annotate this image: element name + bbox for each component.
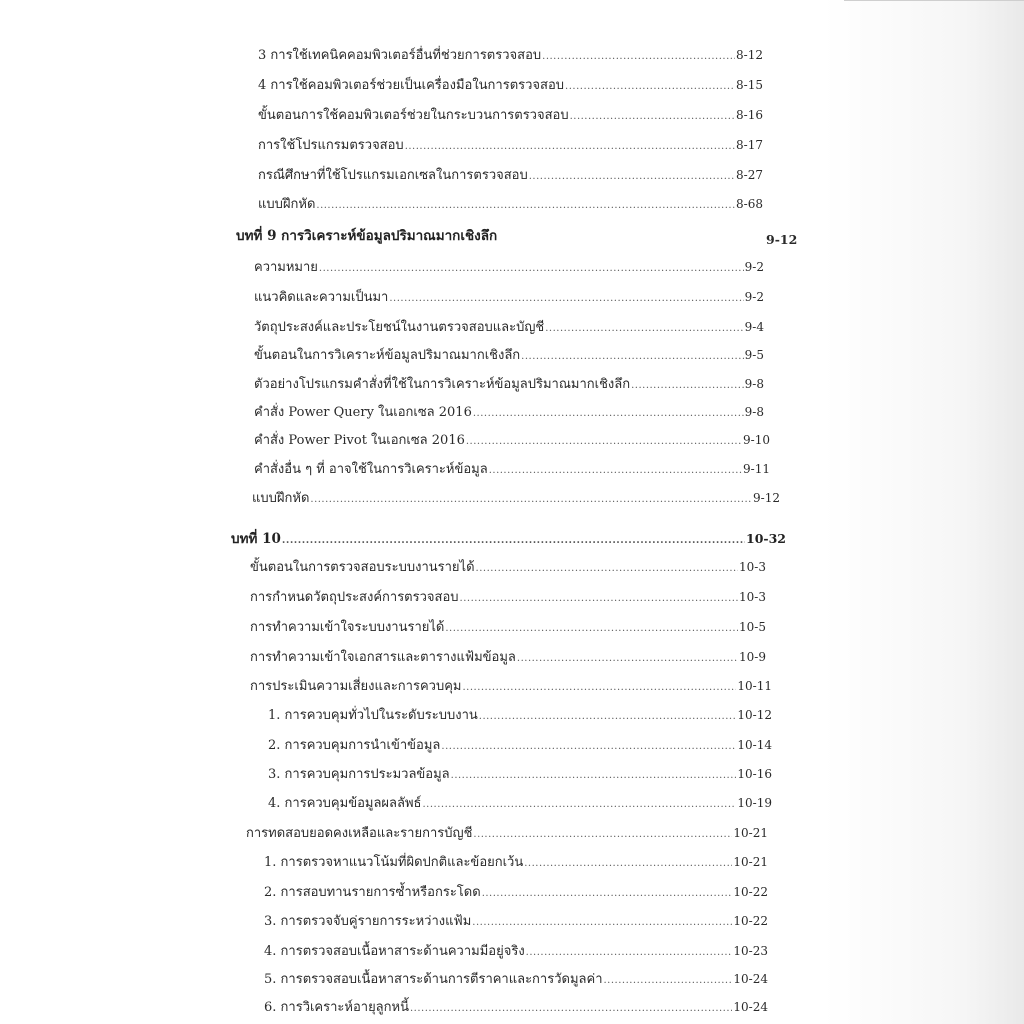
toc-entry-title: 4. การตรวจสอบเนื้อหาสาระด้านความมีอยู่จริง (264, 944, 525, 959)
toc-subentry (264, 881, 768, 902)
toc-entry-title: ขั้นตอนในการตรวจสอบระบบงานรายได้ (250, 560, 475, 575)
toc-entry-title: ขั้นตอนในการวิเคราะห์ข้อมูลปริมาณมากเชิงลึก (254, 348, 521, 363)
toc-entry-page: 9-4 (744, 320, 764, 334)
leader-dots (604, 975, 733, 986)
toc-entry-page: 10-11 (737, 679, 772, 693)
toc-entry-page: 10-24 (733, 1000, 768, 1014)
toc-entry-title: 1. การควบคุมทั่วไปในระดับระบบงาน (268, 708, 478, 723)
toc-entry-title: ความหมาย (254, 260, 318, 275)
leader-dots (524, 858, 732, 869)
toc-entry (250, 616, 766, 637)
toc-entry-page: 8-12 (736, 48, 763, 62)
toc-entry-title: การทดสอบยอดคงเหลือและรายการบัญชี (246, 826, 473, 841)
toc-entry-page: 10-23 (733, 944, 768, 958)
toc-entry-title: 3. การควบคุมการประมวลข้อมูล (268, 767, 450, 782)
toc-entry (254, 373, 764, 394)
chapter-9-page: 9-12 (766, 232, 798, 247)
toc-entry-title: การกำหนดวัตถุประสงค์การตรวจสอบ (250, 590, 459, 605)
toc-entry-page: 8-68 (736, 197, 763, 211)
toc-subentry (268, 763, 772, 784)
toc-entry-page: 10-21 (733, 826, 768, 840)
toc-entry-page: 9-10 (743, 433, 770, 447)
toc-entry-title: 4. การควบคุมข้อมูลผลลัพธ์ (268, 796, 422, 811)
leader-dots (441, 741, 736, 752)
toc-entry-title: ขั้นตอนการใช้คอมพิวเตอร์ช่วยในกระบวนการตรวจสอบ (258, 108, 569, 123)
toc-entry-title: 1. การตรวจหาแนวโน้มที่ผิดปกติและข้อยกเว้น (264, 855, 524, 870)
toc-entry (250, 586, 766, 607)
toc-entry-page: 10-22 (733, 885, 768, 899)
toc-entry-page: 9-8 (744, 405, 764, 419)
toc-subentry (264, 851, 768, 872)
toc-entry-page: 9-2 (744, 260, 764, 274)
toc-entry-page: 10-9 (739, 650, 766, 664)
toc-subentry (264, 968, 768, 989)
leader-dots (521, 351, 744, 362)
toc-entry (258, 44, 763, 65)
toc-entry-page: 9-11 (743, 462, 770, 476)
toc-entry-title: วัตถุประสงค์และประโยชน์ในงานตรวจสอบและบัญชี (254, 320, 545, 335)
toc-entry-title: แนวคิดและความเป็นมา (254, 290, 389, 305)
toc-entry (258, 74, 763, 95)
toc-entry-title: การทำความเข้าใจเอกสารและตารางแฟ้มข้อมูล (250, 650, 516, 665)
toc-entry (250, 556, 766, 577)
leader-dots (479, 711, 737, 722)
toc-entry (258, 193, 763, 214)
toc-entry-page: 10-22 (733, 914, 768, 928)
toc-entry-page: 9-2 (744, 290, 764, 304)
toc-entry-page: 10-16 (737, 767, 772, 781)
toc-entry (254, 344, 764, 365)
toc-entry-page: 10-21 (733, 855, 768, 869)
toc-entry-page: 10-24 (733, 972, 768, 986)
toc-entry (254, 316, 764, 337)
toc-entry-title: การประเมินความเสี่ยงและการควบคุม (250, 679, 462, 694)
leader-dots (476, 563, 739, 574)
leader-dots (389, 293, 743, 304)
leader-dots (319, 263, 744, 274)
toc-subentry (268, 734, 772, 755)
toc-entry-title: 2. การสอบทานรายการซ้ำหรือกระโดด (264, 885, 481, 900)
leader-dots (489, 465, 742, 476)
leader-dots (460, 593, 739, 604)
toc-entry-page: 8-17 (736, 138, 763, 152)
toc-entry-page: 8-16 (736, 108, 763, 122)
toc-subentry (264, 996, 768, 1017)
leader-dots (526, 947, 733, 958)
toc-entry-title: แบบฝึกหัด (252, 491, 310, 506)
toc-entry-title: 4 การใช้คอมพิวเตอร์ช่วยเป็นเครื่องมือในการตรวจสอบ (258, 78, 565, 93)
chapter-title: บทที่ 10 (231, 531, 281, 547)
toc-subentry (264, 910, 768, 931)
toc-entry-title: คำสั่ง Power Query ในเอกเซล 2016 (254, 405, 472, 420)
toc-entry (254, 429, 770, 450)
toc-entry-page: 8-15 (736, 78, 763, 92)
toc-entry-page: 8-27 (736, 168, 763, 182)
toc-entry (254, 458, 770, 479)
leader-dots (451, 770, 737, 781)
chapter-9-heading (236, 224, 497, 246)
leader-dots (472, 917, 732, 928)
leader-dots (570, 111, 735, 122)
leader-dots (405, 141, 735, 152)
leader-dots (445, 623, 738, 634)
toc-entry (252, 487, 780, 508)
toc-entry-page: 10-3 (739, 590, 766, 604)
leader-dots (529, 171, 735, 182)
toc-entry (258, 134, 763, 155)
toc-entry (250, 646, 766, 667)
toc-entry (258, 104, 763, 125)
toc-entry-page: 9-12 (753, 491, 780, 505)
toc-entry (246, 822, 768, 843)
toc-entry-page: 10-5 (739, 620, 766, 634)
leader-dots (410, 1003, 732, 1014)
leader-dots (282, 535, 745, 546)
leader-dots (482, 888, 733, 899)
toc-entry (254, 286, 764, 307)
toc-entry (258, 164, 763, 185)
leader-dots (462, 682, 736, 693)
toc-entry-title: ตัวอย่างโปรแกรมคำสั่งที่ใช้ในการวิเคราะห์ข้อมูลปริมาณมากเชิงลึก (254, 377, 631, 392)
toc-entry-page: 9-5 (744, 348, 764, 362)
toc-subentry (268, 704, 772, 725)
leader-dots (466, 436, 742, 447)
toc-entry-title: แบบฝึกหัด (258, 197, 316, 212)
leader-dots (542, 51, 735, 62)
leader-dots (517, 653, 738, 664)
toc-entry-page: 10-19 (737, 796, 772, 810)
toc-entry-title: 3 การใช้เทคนิคคอมพิวเตอร์อื่นที่ช่วยการตรวจสอบ (258, 48, 542, 63)
toc-entry-title: 2. การควบคุมการนำเข้าข้อมูล (268, 738, 441, 753)
toc-entry-title: คำสั่งอื่น ๆ ที่ อาจใช้ในการวิเคราะห์ข้อมูล (254, 462, 488, 477)
leader-dots (310, 494, 752, 505)
toc-entry-title: 6. การวิเคราะห์อายุลูกหนี้ (264, 1000, 409, 1015)
leader-dots (631, 380, 744, 391)
toc-entry (254, 256, 764, 277)
chapter-10-page: 10-32 (746, 531, 786, 546)
toc-entry-title: การใช้โปรแกรมตรวจสอบ (258, 138, 404, 153)
toc-entry-page: 10-14 (737, 738, 772, 752)
leader-dots (565, 81, 735, 92)
toc-entry-title: 3. การตรวจจับคู่รายการระหว่างแฟ้ม (264, 914, 472, 929)
toc-entry (254, 401, 764, 422)
chapter-10-heading (231, 527, 786, 549)
toc-entry-title: กรณีศึกษาที่ใช้โปรแกรมเอกเซลในการตรวจสอบ (258, 168, 528, 183)
leader-dots (473, 408, 744, 419)
chapter-title: บทที่ 9 การวิเคราะห์ข้อมูลปริมาณมากเชิงลึก (236, 228, 498, 244)
toc-subentry (268, 792, 772, 813)
toc-entry-title: คำสั่ง Power Pivot ในเอกเซล 2016 (254, 433, 465, 448)
toc-entry-page: 10-3 (739, 560, 766, 574)
toc-entry (250, 675, 772, 696)
leader-dots (423, 799, 737, 810)
toc-subentry (264, 940, 768, 961)
leader-dots (545, 323, 743, 334)
leader-dots (473, 829, 732, 840)
toc-entry-title: การทำความเข้าใจระบบงานรายได้ (250, 620, 445, 635)
toc-entry-page: 9-8 (744, 377, 764, 391)
leader-dots (316, 200, 735, 211)
toc-entry-title: 5. การตรวจสอบเนื้อหาสาระด้านการตีราคาและการวัดมูลค่า (264, 972, 603, 987)
toc-entry-page: 10-12 (737, 708, 772, 722)
